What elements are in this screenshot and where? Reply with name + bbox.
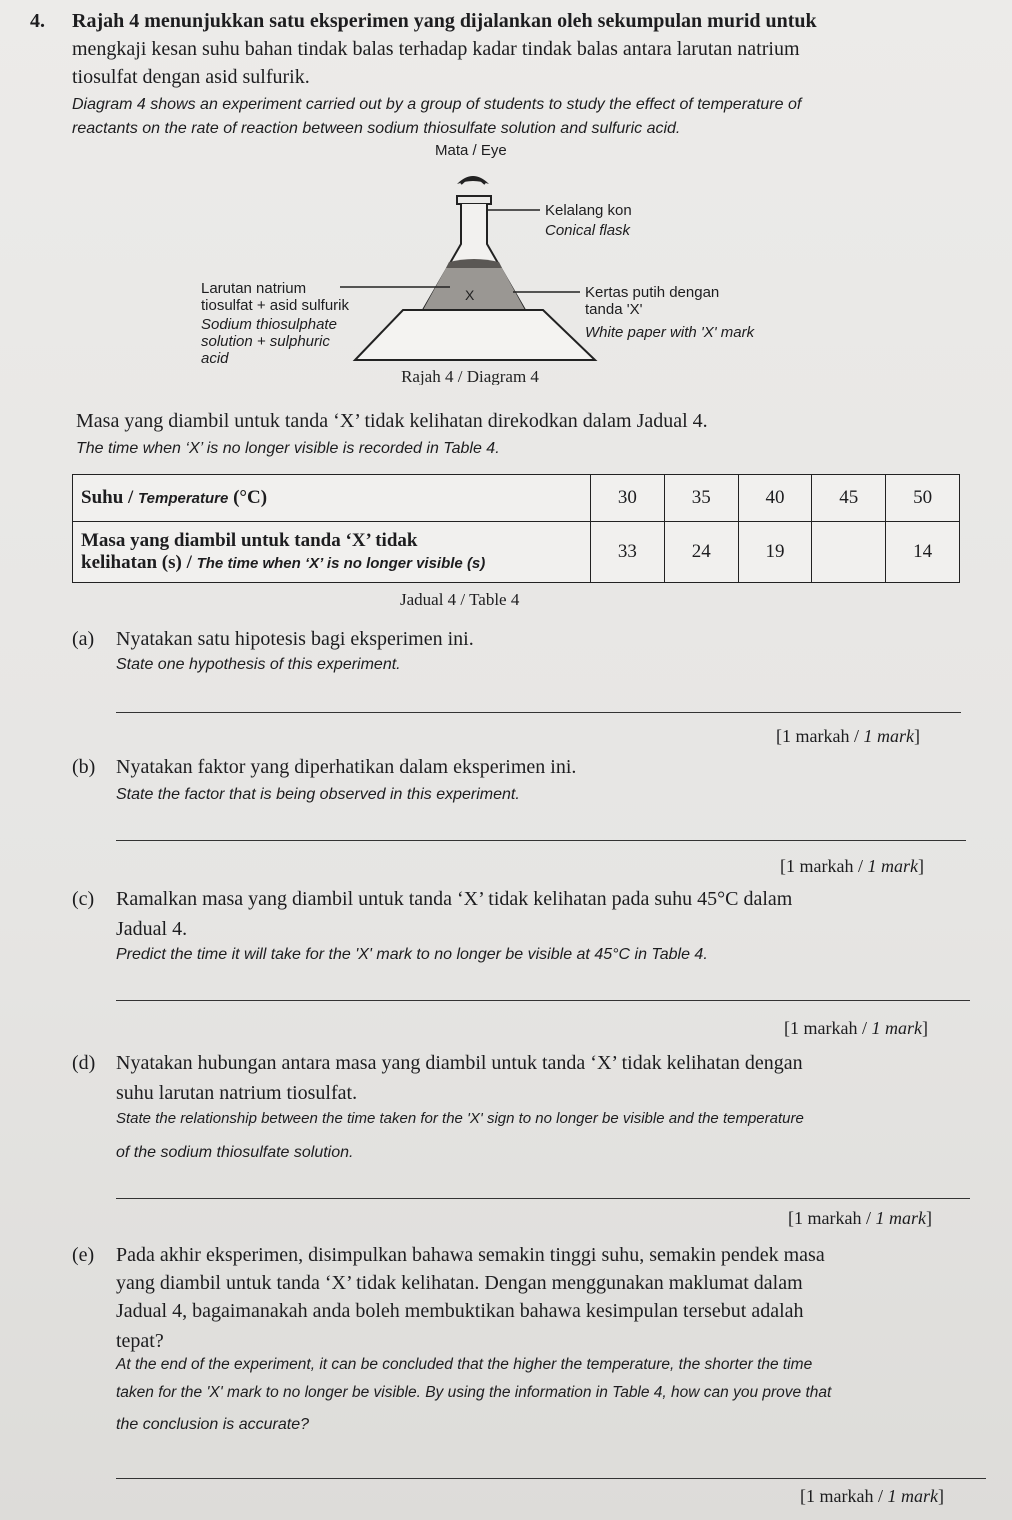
intro-bm-line-2: mengkaji kesan suhu bahan tindak balas terhadap kadar tindak balas antara larutan natrium	[72, 38, 800, 60]
part-a-bm: Nyatakan satu hipotesis bagi eksperimen ini.	[116, 628, 474, 650]
part-e-en-1: At the end of the experiment, it can be concluded that the higher the temperature, the shorter the time	[116, 1356, 813, 1373]
table-intro-bm: Masa yang diambil untuk tanda ‘X’ tidak kelihatan direkodkan dalam Jadual 4.	[76, 410, 708, 432]
part-a-marks: [1 markah / 1 mark]	[776, 726, 920, 746]
time-header: Masa yang diambil untuk tanda ‘X’ tidak kelihatan (s) / The time when ‘X’ is no longer visible (s)	[73, 522, 591, 583]
part-b-en: State the factor that is being observed in this experiment.	[116, 786, 520, 803]
part-e-bm-2: yang diambil untuk tanda ‘X’ tidak kelihatan. Dengan menggunakan maklumat dalam	[116, 1272, 803, 1294]
part-e-label: (e)	[72, 1244, 95, 1266]
table-row	[73, 475, 960, 522]
part-c-marks: [1 markah / 1 mark]	[784, 1018, 928, 1038]
paper-label-bm-2: tanda 'X'	[585, 301, 643, 318]
part-d-bm-1: Nyatakan hubungan antara masa yang diambil untuk tanda ‘X’ tidak kelihatan dengan	[116, 1052, 803, 1074]
part-a-answer-line[interactable]	[116, 712, 961, 713]
temperature-cell: 35	[664, 475, 738, 522]
temperature-header: Suhu / Temperature (°C)	[73, 475, 591, 522]
paper-label-bm-1: Kertas putih dengan	[585, 284, 720, 301]
question-number: 4.	[30, 10, 45, 32]
part-c-bm-2: Jadual 4.	[116, 918, 188, 940]
solution-label-en-2: solution + sulphuric	[201, 333, 330, 350]
experiment-diagram	[195, 140, 815, 400]
results-table	[72, 474, 960, 583]
part-c-label: (c)	[72, 888, 95, 910]
flask-label-bm: Kelalang kon	[545, 202, 632, 219]
part-d-answer-line[interactable]	[116, 1198, 970, 1199]
intro-en-line-2: reactants on the rate of reaction between sodium thiosulfate solution and sulfuric acid.	[72, 120, 681, 137]
flask-x-mark: X	[465, 287, 475, 303]
intro-bm-line-3: tiosulfat dengan asid sulfurik.	[72, 66, 310, 88]
part-b-label: (b)	[72, 756, 96, 778]
solution-label-bm-1: Larutan natrium	[201, 280, 307, 297]
part-b-bm: Nyatakan faktor yang diperhatikan dalam eksperimen ini.	[116, 756, 577, 778]
eye-icon	[457, 176, 489, 184]
part-e-bm-4: tepat?	[116, 1330, 164, 1352]
part-e-bm-1: Pada akhir eksperimen, disimpulkan bahawa semakin tinggi suhu, semakin pendek masa	[116, 1244, 825, 1266]
part-c-en: Predict the time it will take for the 'X' mark to no longer be visible at 45°C in Table 4.	[116, 946, 708, 963]
part-b-marks: [1 markah / 1 mark]	[780, 856, 924, 876]
part-b-answer-line[interactable]	[116, 840, 966, 841]
table-intro-en: The time when ‘X’ is no longer visible is recorded in Table 4.	[76, 440, 500, 457]
part-a-en: State one hypothesis of this experiment.	[116, 656, 401, 673]
intro-en-line-1: Diagram 4 shows an experiment carried out by a group of students to study the effect of temperature of	[72, 96, 802, 113]
part-d-bm-2: suhu larutan natrium tiosulfat.	[116, 1082, 358, 1104]
solution-label-en-3: acid	[201, 350, 229, 367]
solution-label-en-1: Sodium thiosulphate	[201, 316, 337, 333]
part-e-en-2: taken for the 'X' mark to no longer be visible. By using the information in Table 4, how can you prove that	[116, 1384, 832, 1401]
part-d-en-2: of the sodium thiosulfate solution.	[116, 1144, 354, 1161]
temperature-cell: 40	[738, 475, 812, 522]
part-a-label: (a)	[72, 628, 95, 650]
white-paper	[355, 310, 595, 360]
solution-label-bm-2: tiosulfat + asid sulfurik	[201, 297, 349, 314]
paper-label-en: White paper with 'X' mark	[585, 324, 755, 341]
part-e-bm-3: Jadual 4, bagaimanakah anda boleh membuktikan bahawa kesimpulan tersebut adalah	[116, 1300, 804, 1322]
part-c-bm-1: Ramalkan masa yang diambil untuk tanda ‘X’ tidak kelihatan pada suhu 45°C dalam	[116, 888, 793, 910]
time-cell: 24	[664, 522, 738, 583]
part-d-en-1: State the relationship between the time taken for the 'X' sign to no longer be visible and the temperature	[116, 1110, 804, 1127]
table-row	[73, 522, 960, 583]
flask-label-en: Conical flask	[545, 222, 631, 239]
part-d-marks: [1 markah / 1 mark]	[788, 1208, 932, 1228]
temperature-cell: 50	[886, 475, 960, 522]
part-c-answer-line[interactable]	[116, 1000, 970, 1001]
eye-label: Mata / Eye	[435, 142, 507, 159]
part-e-answer-line[interactable]	[116, 1478, 986, 1479]
time-cell: 19	[738, 522, 812, 583]
time-cell-blank	[812, 522, 886, 583]
temperature-cell: 30	[591, 475, 665, 522]
temperature-cell: 45	[812, 475, 886, 522]
part-e-marks: [1 markah / 1 mark]	[800, 1486, 944, 1506]
time-cell: 33	[591, 522, 665, 583]
time-cell: 14	[886, 522, 960, 583]
diagram-caption: Rajah 4 / Diagram 4	[401, 367, 539, 385]
intro-bm-line-1: Rajah 4 menunjukkan satu eksperimen yang dijalankan oleh sekumpulan murid untuk	[72, 10, 817, 32]
table-caption: Jadual 4 / Table 4	[400, 590, 520, 609]
conical-flask-icon	[423, 196, 525, 310]
part-d-label: (d)	[72, 1052, 96, 1074]
part-e-en-3: the conclusion is accurate?	[116, 1416, 309, 1433]
